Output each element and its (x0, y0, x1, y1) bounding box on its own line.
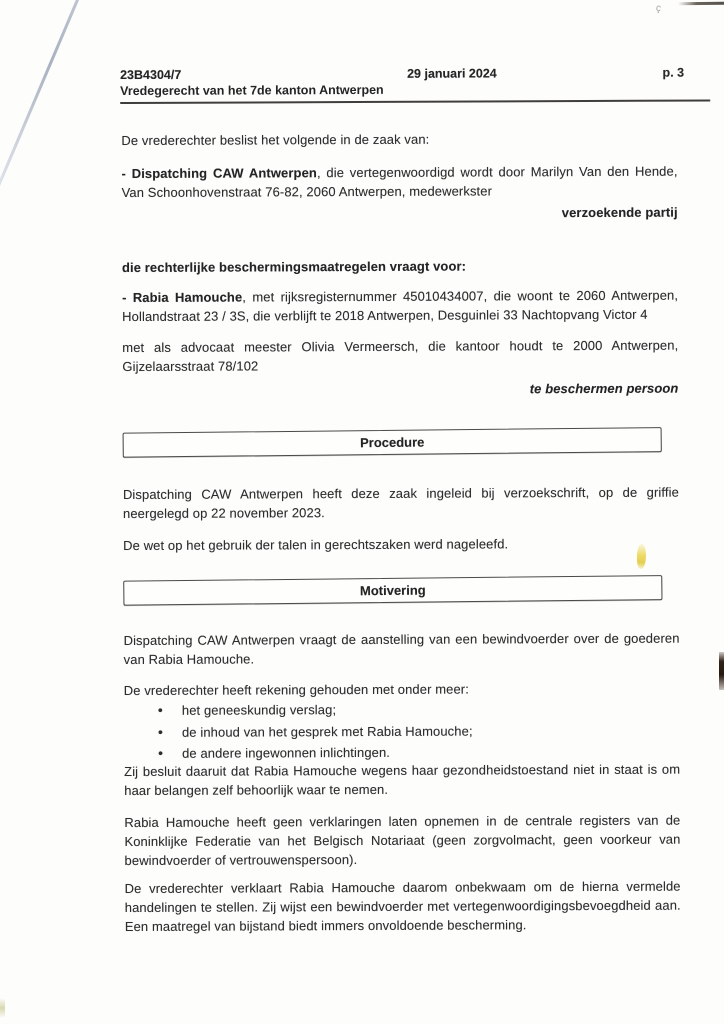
paragraph-motivering-intro: De vrederechter heeft rekening gehouden met onder meer: (123, 681, 469, 699)
page-number: p. 3 (662, 65, 685, 80)
motivering-heading-label: Motivering (359, 582, 426, 599)
considerations-list (156, 698, 636, 765)
applicant-details: , die vertegenwoordigd wordt door Marilyn Van den Hende, Van Schoonhovenstraat 76-82, 2060 Antwerpen, medewerkster (121, 163, 678, 201)
paragraph-applicant (121, 162, 677, 202)
paragraph-motivering-3: Zij besluit daaruit dat Rabia Hamouche wegens haar gezondheidstoestand niet in staat is om haar belangen zelf behoorlijk waar te nemen. (124, 761, 681, 799)
procedure-heading-label: Procedure (359, 434, 425, 451)
case-number: 23B4304/7 (120, 67, 182, 83)
paragraph-opening: De vrederechter beslist het volgende in de zaak van: (121, 131, 430, 149)
list-item: • het geneeskundig verslag; (156, 698, 636, 722)
paragraph-motivering-4: Rabia Hamouche heeft geen verklaringen laten opnemen in de centrale registers van de Koninklijke Federatie van het Belgisch Notariaat (geen zorgvolmacht, geen voorkeur van bewindvoerder of vertrouwenspersoon). (124, 812, 681, 869)
paragraph-protected-person (122, 286, 678, 326)
protected-person-details: , met rijksregisternummer 45010434007, die woont te 2060 Antwerpen, Hollandstraat 23 / 3S, die verblijft te 2018 Antwerpen, Desguinlei 33 Nachtopvang Victor 4 (122, 287, 679, 325)
paragraph-lawyer: met als advocaat meester Olivia Vermeersch, die kantoor houdt te 2000 Antwerpen, Gijzelaarsstraat 78/102 (122, 337, 679, 375)
page-header (120, 64, 710, 104)
section-heading-motivering (123, 575, 662, 606)
label-applicant-role: verzoekende partij (561, 204, 678, 221)
paragraph-motivering-1: Dispatching CAW Antwerpen vraagt de aanstelling van een bewindvoerder over de goederen van Rabia Hamouche. (123, 630, 680, 668)
list-item: • de andere ingewonnen inlichtingen. (156, 741, 636, 765)
section-heading-procedure (123, 427, 662, 458)
applicant-name: - Dispatching CAW Antwerpen (121, 165, 317, 182)
paragraph-procedure-1: Dispatching CAW Antwerpen heeft deze zaak ingeleid bij verzoekschrift, op de griffie neergelegd op 22 november 2023. (122, 484, 679, 522)
protected-person-name: - Rabia Hamouche (122, 289, 243, 306)
stray-pen-mark: ç (655, 2, 662, 15)
paragraph-procedure-2: De wet op het gebruik der talen in gerechtszaken werd nageleefd. (123, 536, 509, 554)
label-protected-role: te beschermen persoon (529, 380, 679, 397)
header-row (120, 64, 710, 83)
paragraph-motivering-5: De vrederechter verklaart Rabia Hamouche daarom onbekwaam om de hierna vermelde handelingen te stellen. Zij wijst een bewindvoerder met vertegenwoordigingsbevoegdheid aan. Een maatregel van bijstand biedt immers onvoldoende bescherming. (124, 878, 681, 935)
court-name: Vredegerecht van het 7de kanton Antwerpen (120, 82, 384, 99)
paragraph-request: die rechterlijke beschermingsmaatregelen vraagt voor: (121, 258, 467, 276)
judgment-date: 29 januari 2024 (407, 66, 497, 81)
list-item: • de inhoud van het gesprek met Rabia Hamouche; (156, 719, 636, 743)
